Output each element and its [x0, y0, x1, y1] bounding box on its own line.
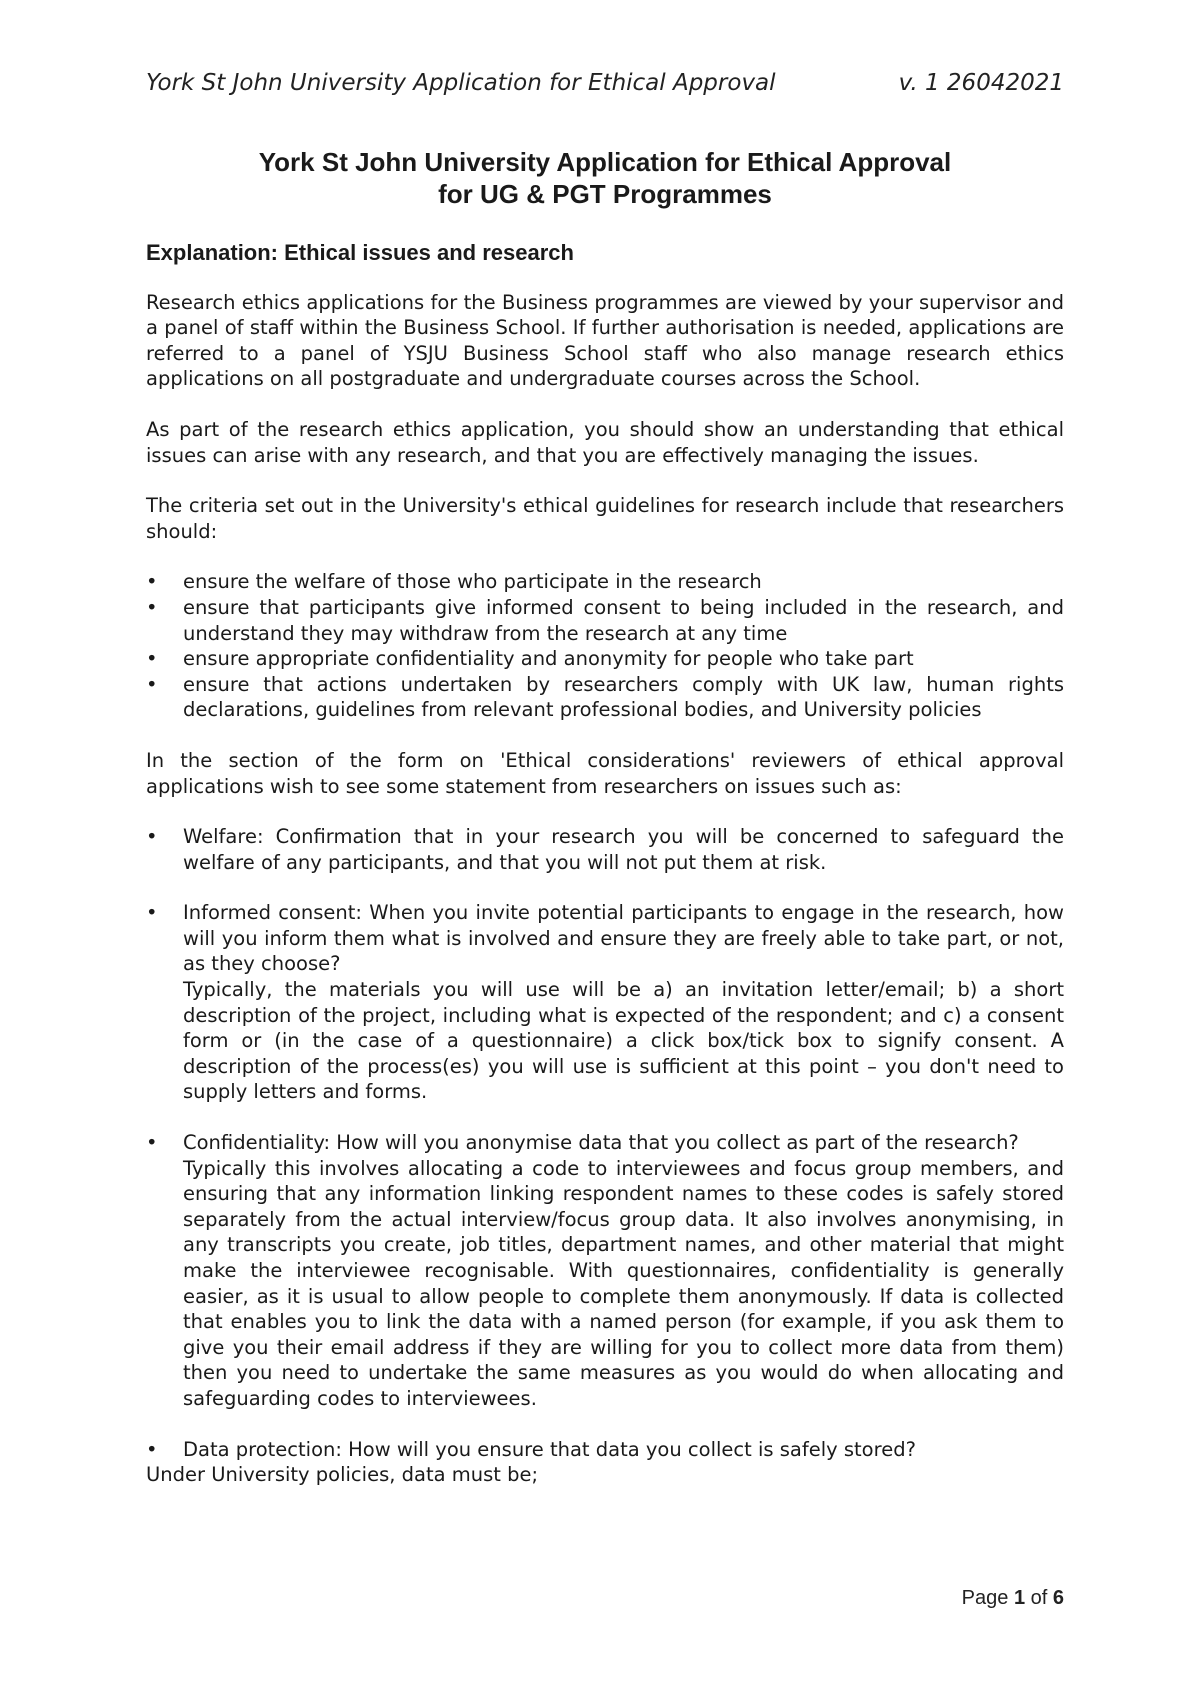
page-footer	[962, 1587, 1064, 1610]
consent-guidance: Typically, the materials you will use will be a) an invitation letter/email; b) a short description of the project, including what is expected of the respondent; and c) a consent form or (in the case of a questionnaire) a click box/tick box to signify consent. A description of the process(es) you will use is sufficient at this point – you don't need to supply letters and forms.	[183, 978, 1064, 1104]
page-number: 1	[1013, 1587, 1026, 1609]
issue-data-protection: • Data protection: How will you ensure that data you collect is safely stored?	[146, 1437, 916, 1461]
bullet-icon: •	[146, 672, 158, 696]
paragraph-understanding: As part of the research ethics application, you should show an understanding that ethical issues can arise with any research, and that you are effectively managing the issues.	[146, 417, 1064, 467]
page-label: Page	[961, 1587, 1009, 1609]
paragraph-issues-intro: In the section of the form on 'Ethical considerations' reviewers of ethical approval applications wish to see some statement from researchers on issues such as:	[146, 748, 1064, 798]
header-version: v. 1 26042021	[898, 70, 1064, 96]
issue-informed-consent	[146, 900, 1064, 1105]
bullet-icon: •	[146, 825, 158, 849]
list-item: • ensure the welfare of those who participate in the research	[146, 570, 762, 594]
issue-confidentiality	[146, 1130, 1064, 1412]
bullet-icon: •	[146, 595, 158, 619]
list-item: • ensure that participants give informed consent to being included in the research, and understand they may withdraw from the research at any time	[146, 595, 1064, 645]
issue-welfare: • Welfare: Confirmation that in your research you will be concerned to safeguard the welfare of any participants, and that you will not put them at risk.	[146, 825, 1064, 874]
confidentiality-guidance: Typically this involves allocating a code to interviewees and focus group members, and ensuring that any information linking respondent names to these codes is safely stored separately from the actual interview/focus group data. It also involves anonymising, in any transcripts you create, job titles, department names, and other material that might make the interviewee recognisable. With questionnaires, confidentiality is generally easier, as it is usual to allow people to complete them anonymously. If data is collected that enables you to link the data with a named person (for example, if you ask them to give you their email address if they are willing for you to collect more data from them) then you need to undertake the same measures as you would do when allocating and safeguarding codes to interviewees.	[183, 1156, 1064, 1410]
criteria-list	[146, 569, 1064, 723]
list-item: • ensure that actions undertaken by researchers comply with UK law, human rights declarations, guidelines from relevant professional bodies, and University policies	[146, 672, 1064, 722]
of-label: of	[1030, 1587, 1048, 1609]
bullet-icon: •	[146, 1131, 158, 1155]
issues-list	[146, 824, 1064, 1462]
paragraph-data-policy: Under University policies, data must be;	[146, 1463, 539, 1487]
header-title: York St John University Application for Ethical Approval	[146, 70, 776, 96]
document-title	[146, 146, 1064, 210]
paragraph-review-process: Research ethics applications for the Business programmes are viewed by your supervisor and a panel of staff within the Business School. If further authorisation is needed, applications are referred to a panel of YSJU Business School staff who also manage research ethics applications on all postgraduate and undergraduate courses across the School.	[146, 290, 1064, 391]
page-total: 6	[1052, 1587, 1064, 1609]
section-heading: Explanation: Ethical issues and research	[146, 240, 574, 265]
confidentiality-question: Confidentiality: How will you anonymise data that you collect as part of the research?	[183, 1131, 1019, 1155]
bullet-icon: •	[146, 647, 158, 671]
paragraph-criteria-intro: The criteria set out in the University's ethical guidelines for research include that researchers should:	[146, 494, 1064, 543]
bullet-icon: •	[146, 1437, 158, 1461]
consent-question: Informed consent: When you invite potential participants to engage in the research, how will you inform them what is involved and ensure they are freely able to take part, or not, as they choose?	[183, 901, 1064, 976]
title-line-2: for UG & PGT Programmes	[438, 179, 772, 209]
document-body	[146, 240, 1064, 1488]
bullet-icon: •	[146, 570, 158, 594]
bullet-icon: •	[146, 901, 158, 925]
title-line-1: York St John University Application for Ethical Approval	[258, 147, 952, 177]
page-header	[146, 70, 1064, 100]
list-item: • ensure appropriate confidentiality and anonymity for people who take part	[146, 647, 914, 671]
